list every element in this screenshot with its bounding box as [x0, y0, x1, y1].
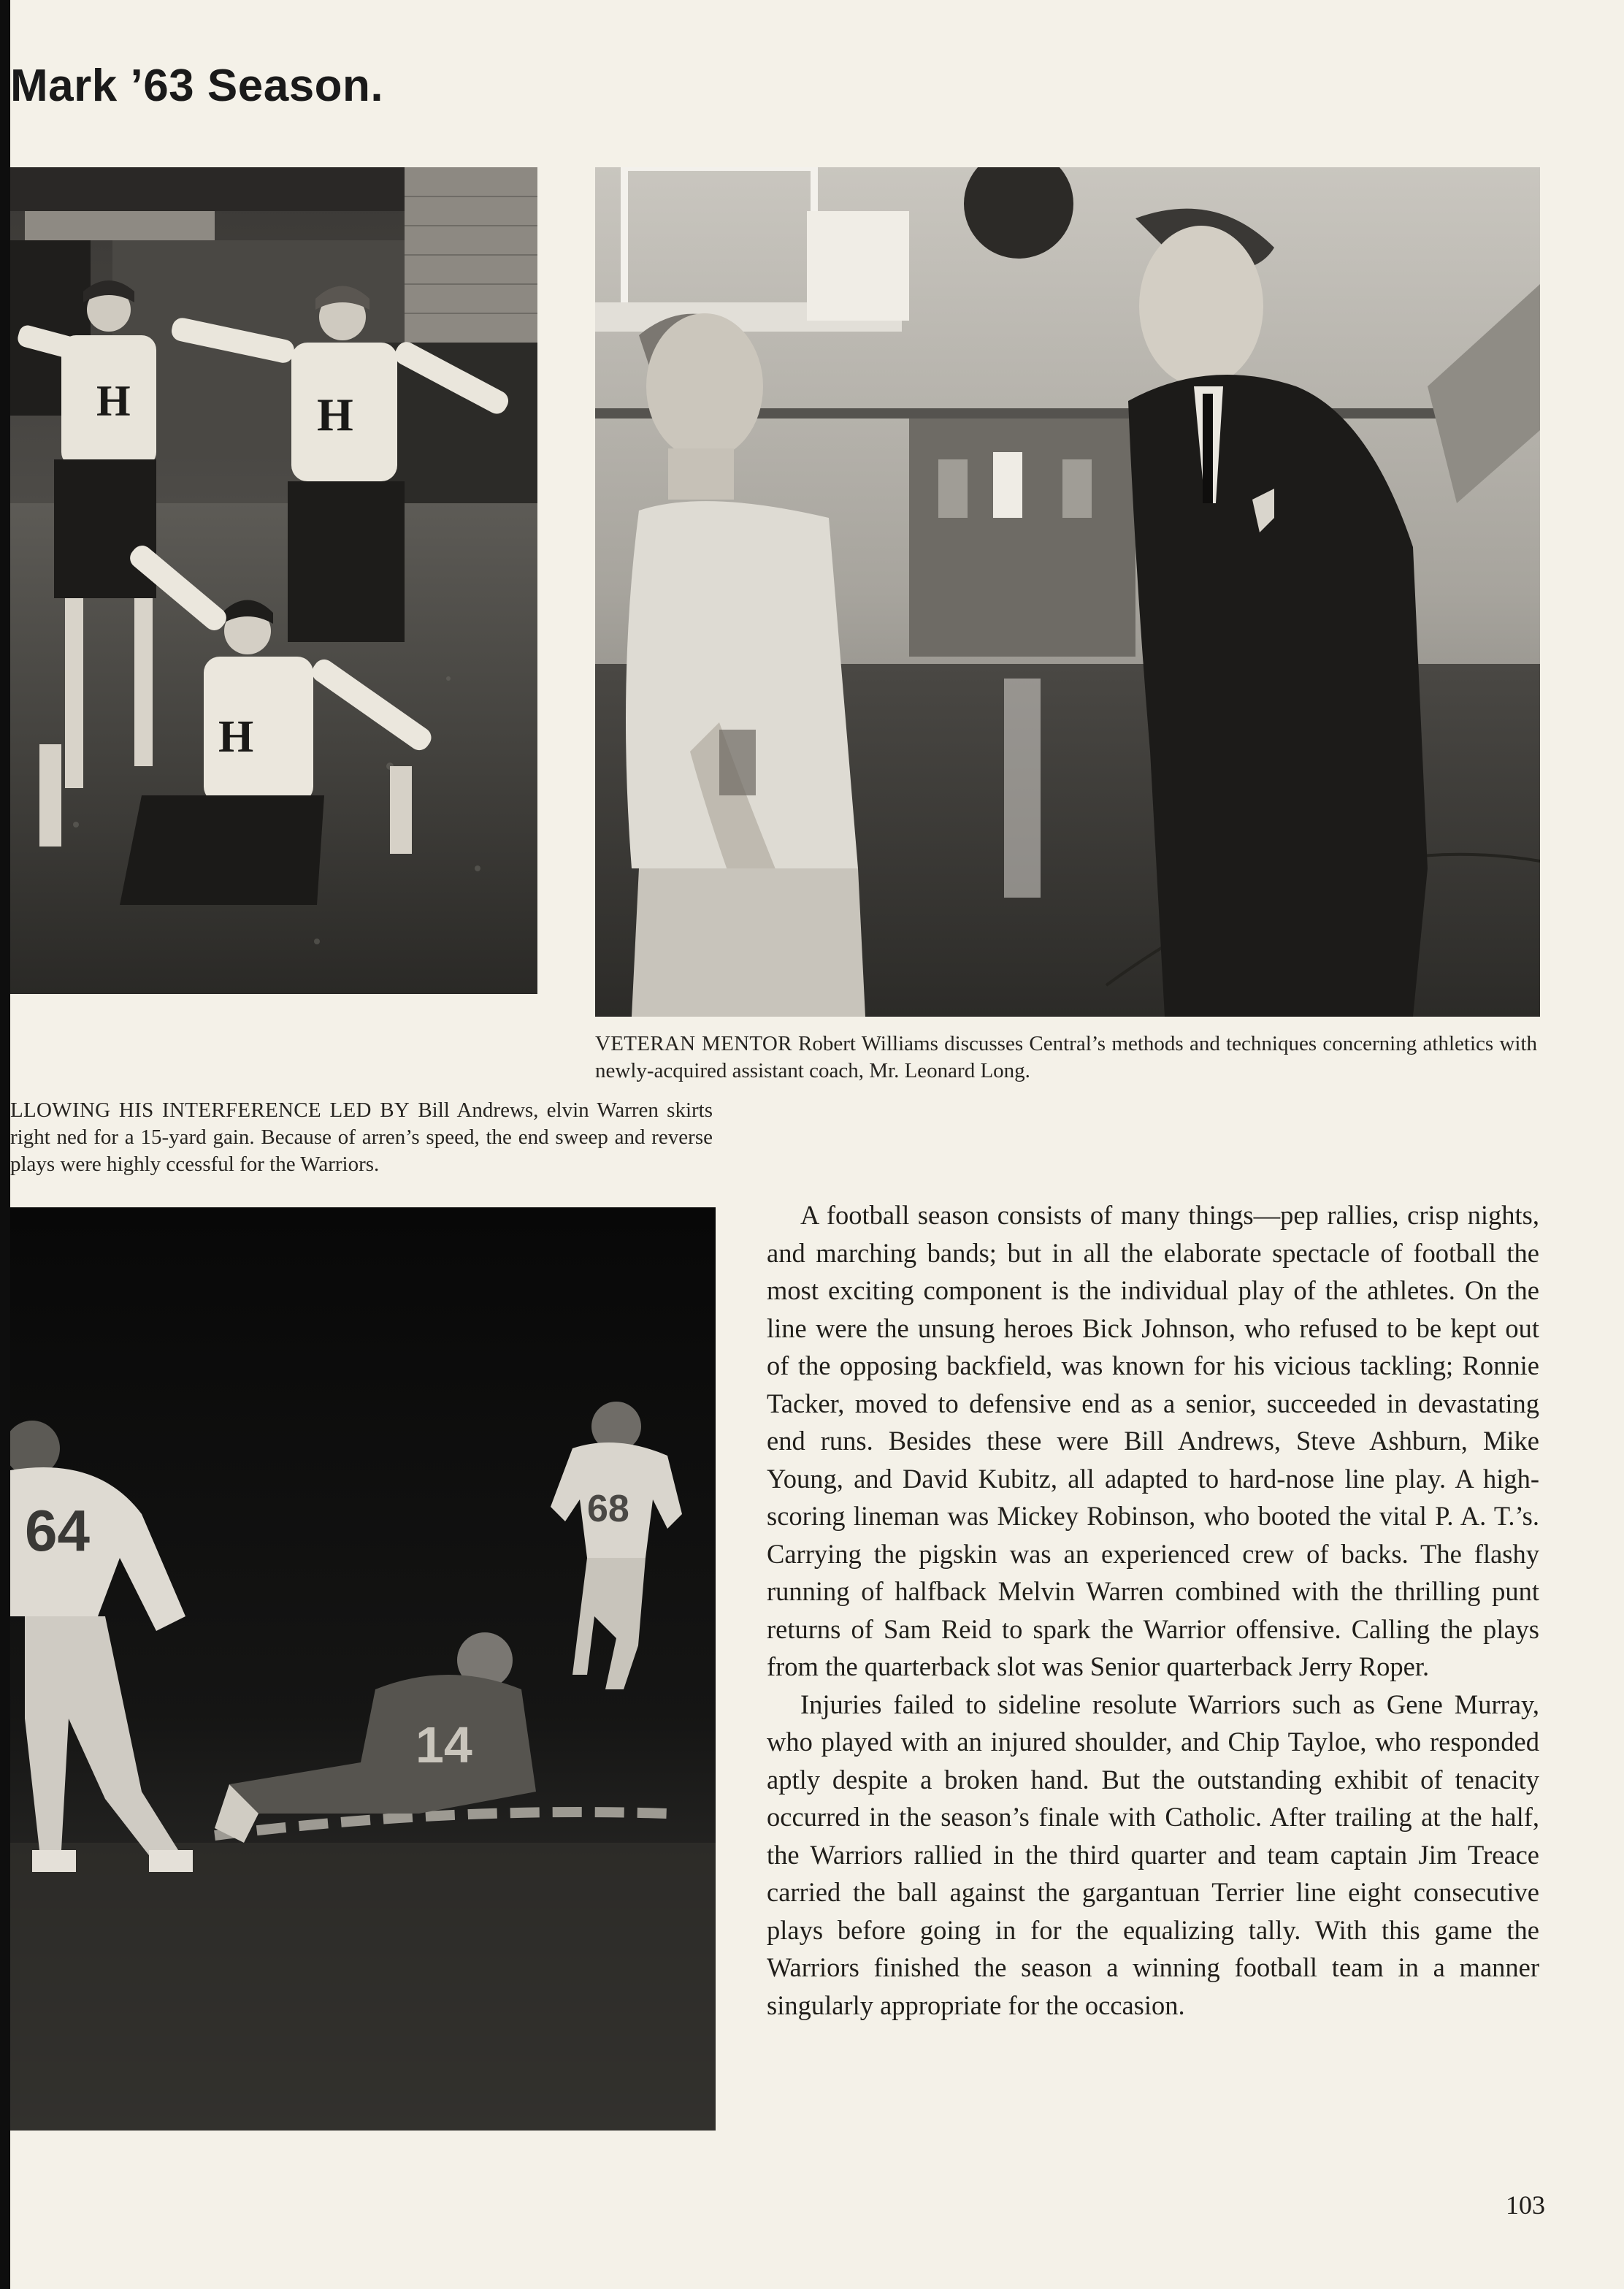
cheerleaders-photo: [10, 167, 537, 994]
article-paragraph: A football season consists of many things—pep rallies, crisp nights, and marching bands; but in all the elaborate spectacle of football the most exciting component is the individual play of the athletes. On the line were the unsung heroes Bick Johnson, who refused to be kept out of the opposing backfield, was known for his vicious tackling; Ronnie Tacker, moved to defensive end as a senior, succeeded in devastating end runs. Besides these were Bill Andrews, Steve Ashburn, Mike Young, and David Kubitz, all adapted to hard-nose line play. A high-scoring lineman was Mickey Robinson, who booted the vital P. A. T.’s. Carrying the pigskin was an experienced crew of backs. The flashy running of halfback Melvin Warren combined with the thrilling punt returns of Sam Reid to spark the Warrior offensive. Calling the plays from the quarterback slot was Senior quarterback Jerry Roper.: [767, 1200, 1539, 1681]
svg-text:H: H: [218, 712, 254, 762]
svg-text:H: H: [317, 389, 353, 440]
page-title: Mark ’63 Season.: [10, 61, 384, 111]
coaches-caption: [595, 1031, 1537, 1085]
svg-text:64: 64: [25, 1498, 90, 1563]
football-caption-lead: LLOWING HIS INTERFERENCE LED BY: [10, 1098, 410, 1122]
coaches-caption-lead: VETERAN MENTOR: [595, 1032, 792, 1055]
article-body: [767, 1196, 1539, 2024]
coaches-photo: [595, 167, 1540, 1017]
page-number: 103: [1506, 2190, 1545, 2220]
page-edge-shadow: [0, 0, 10, 2289]
svg-text:68: 68: [587, 1488, 629, 1530]
football-caption: [10, 1097, 713, 1178]
coaches-caption-text: Robert Williams discusses Central’s methods and techniques concerning athletics with newly-acquired assistant coach, Mr. Leonard Long.: [595, 1032, 1538, 1082]
football-caption-text: Bill Andrews, elvin Warren skirts right ned for a 15-yard gain. Because of arren’s speed, the end sweep and reverse plays were highly ccessful for the Warriors.: [10, 1098, 713, 1176]
article-paragraph: Injuries failed to sideline resolute Warriors such as Gene Murray, who played with an injured shoulder, and Chip Tayloe, who responded aptly despite a broken hand. But the outstanding exhibit of tenacity occurred in the season’s finale with Catholic. After trailing at the half, the Warriors rallied in the third quarter and team captain Jim Treace carried the ball against the gargantuan Terrier line eight consecutive plays before going in for the equalizing tally. With this game the Warriors finished the season a winning football team in a manner singularly appropriate for the occasion.: [767, 1689, 1539, 2020]
svg-text:14: 14: [415, 1716, 472, 1773]
svg-text:H: H: [96, 377, 131, 425]
football-photo: [10, 1207, 716, 2131]
